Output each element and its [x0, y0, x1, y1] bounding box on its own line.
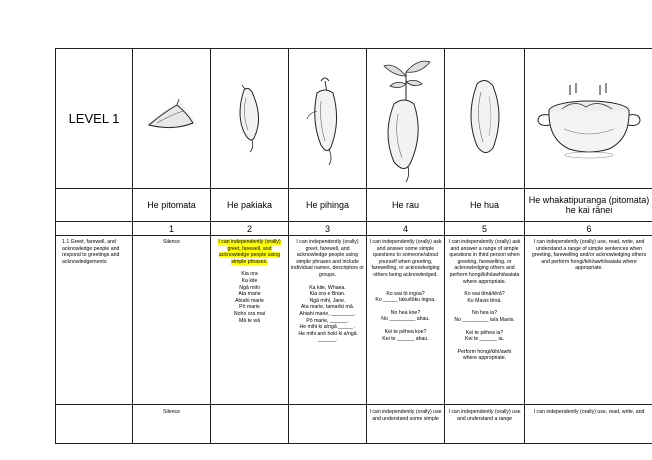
stage-number: 5 — [445, 222, 525, 236]
phrase: Ko Mavis tēnā. — [467, 297, 502, 304]
leafy-sprout-icon — [374, 54, 438, 184]
phrase: Ko wai tō ingoa? — [386, 290, 425, 297]
descriptor-text: I can independently (orally) greet, farewell, and acknowledge people using simple phrases and include individual names, descriptors or groups. — [291, 239, 364, 278]
phrase: Kei te ______ ahau. — [382, 335, 429, 342]
descriptor-text: I can independently (orally) ask and answer some simple questions to someone/about yourself when greeting, farewelling, or acknowledging others being acknowledged. — [369, 239, 442, 278]
phrase: Ahiahi marie — [235, 297, 264, 304]
stage-image-cell — [367, 49, 445, 189]
kumara-icon — [461, 76, 509, 162]
sprout-icon — [303, 71, 353, 167]
highlighted-descriptor: I can independently (orally) greet, farewell, and acknowledge people using simple phrases. — [218, 239, 281, 265]
image-row — [56, 49, 652, 189]
phrase: ______. — [318, 337, 337, 344]
descriptor-cell-5 — [445, 236, 525, 405]
descriptor-text: I can independently (orally) use and understand some simple — [367, 405, 445, 444]
phrase: Ngā mihi, Jane. — [309, 297, 346, 304]
phrase: No _________ ahau. — [381, 316, 430, 323]
phrase: Ka kite — [241, 277, 258, 284]
stage-image-cell — [133, 49, 211, 189]
descriptor-text: I can independently (orally) use, read, write, and — [525, 405, 652, 444]
phrase: Noho ora mai — [233, 310, 266, 317]
stage-name: He rau — [367, 189, 445, 222]
phrase: He mihi ki a/ngā _____ . — [299, 324, 356, 331]
phrase: Pō marie — [239, 304, 260, 311]
root-icon — [230, 84, 270, 154]
stage-number: 2 — [211, 222, 289, 236]
stage-image-cell — [211, 49, 289, 189]
level-heading: LEVEL 1 — [68, 110, 120, 126]
descriptor-cell-6 — [525, 236, 652, 405]
phrase: Ko _____ taku/tōku ingoa. — [375, 297, 436, 304]
descriptor-cell-3 — [289, 236, 367, 405]
descriptor-text: Silence — [133, 405, 211, 444]
descriptor-cell-4 — [367, 236, 445, 405]
cooking-pot-icon — [534, 79, 644, 159]
stage-number: 4 — [367, 222, 445, 236]
phrase: Ngā mihi — [239, 284, 260, 291]
phrase: Ata marie — [238, 291, 261, 298]
phrase: Kei te pēhea ia? — [465, 329, 504, 336]
stage-name: He pitomata — [133, 189, 211, 222]
level-heading-cell — [56, 49, 133, 189]
phrase: Kia ora e Brian. — [309, 291, 346, 298]
descriptor-text: I can independently (orally) ask and answer a range of simple questions in third person when greeting, farewelling, or acknowledging others and perform hongi/kihi/awhi/waiata where appropriate. — [448, 239, 521, 285]
phrase: Kia ora — [241, 271, 258, 278]
phrase: Ata marie, tamariki mā. — [300, 304, 355, 311]
phrase: Ko wai tēnā/tērā? — [464, 291, 505, 298]
descriptor-cell-2 — [211, 236, 289, 405]
phrase: Ka kite, Whaea. — [309, 284, 346, 291]
descriptor-row — [56, 236, 652, 405]
rubric-table — [55, 48, 652, 444]
phrase: Perform hongi/kihi/awhi — [457, 348, 512, 355]
phrase: No hea ia? — [471, 310, 498, 317]
outcome-text: 1.1 Greet, farewell, and acknowledge people and respond to greetings and acknowledgements. — [56, 236, 133, 405]
phrase: No _________ ia/a Mavis. — [454, 316, 515, 323]
descriptor-text: I can independently (orally) use, read, write, and understand a range of simple sentences when greeting, farewelling and/or acknowledging others and perform hongi/kihi/awhi/waiata where appropriate. — [531, 239, 647, 272]
phrase: Ahiahi marie, ________. — [299, 310, 356, 317]
phrase: Kei te ______ ia. — [465, 336, 504, 343]
stage-number: 1 — [133, 222, 211, 236]
phrase: He mihi anō hoki ki a/ngā — [298, 330, 357, 337]
stage-number-row — [56, 222, 652, 236]
phrase: Kei te pēhea koe? — [384, 328, 427, 335]
stage-name: He whakatipuranga (pitomata) he kai rānei — [525, 189, 652, 222]
next-outcome-row — [56, 405, 652, 444]
phrase: Mā te wā — [238, 317, 261, 324]
stage-name: He pihinga — [289, 189, 367, 222]
phrase: where appropriate. — [462, 355, 507, 362]
stage-number: 3 — [289, 222, 367, 236]
stage-image-cell — [289, 49, 367, 189]
stage-name: He pakiaka — [211, 189, 289, 222]
stage-name-row — [56, 189, 652, 222]
descriptor-text: I can independently (orally) use and understand a range — [445, 405, 525, 444]
descriptor-cell-1 — [133, 236, 211, 405]
descriptor-text: Silence — [162, 239, 180, 245]
seed-icon — [143, 95, 201, 143]
phrase: No hea koe? — [390, 309, 421, 316]
stage-image-cell — [525, 49, 652, 189]
stage-image-cell — [445, 49, 525, 189]
stage-name: He hua — [445, 189, 525, 222]
stage-number: 6 — [525, 222, 652, 236]
phrase: Pō marie, ______. — [306, 317, 349, 324]
